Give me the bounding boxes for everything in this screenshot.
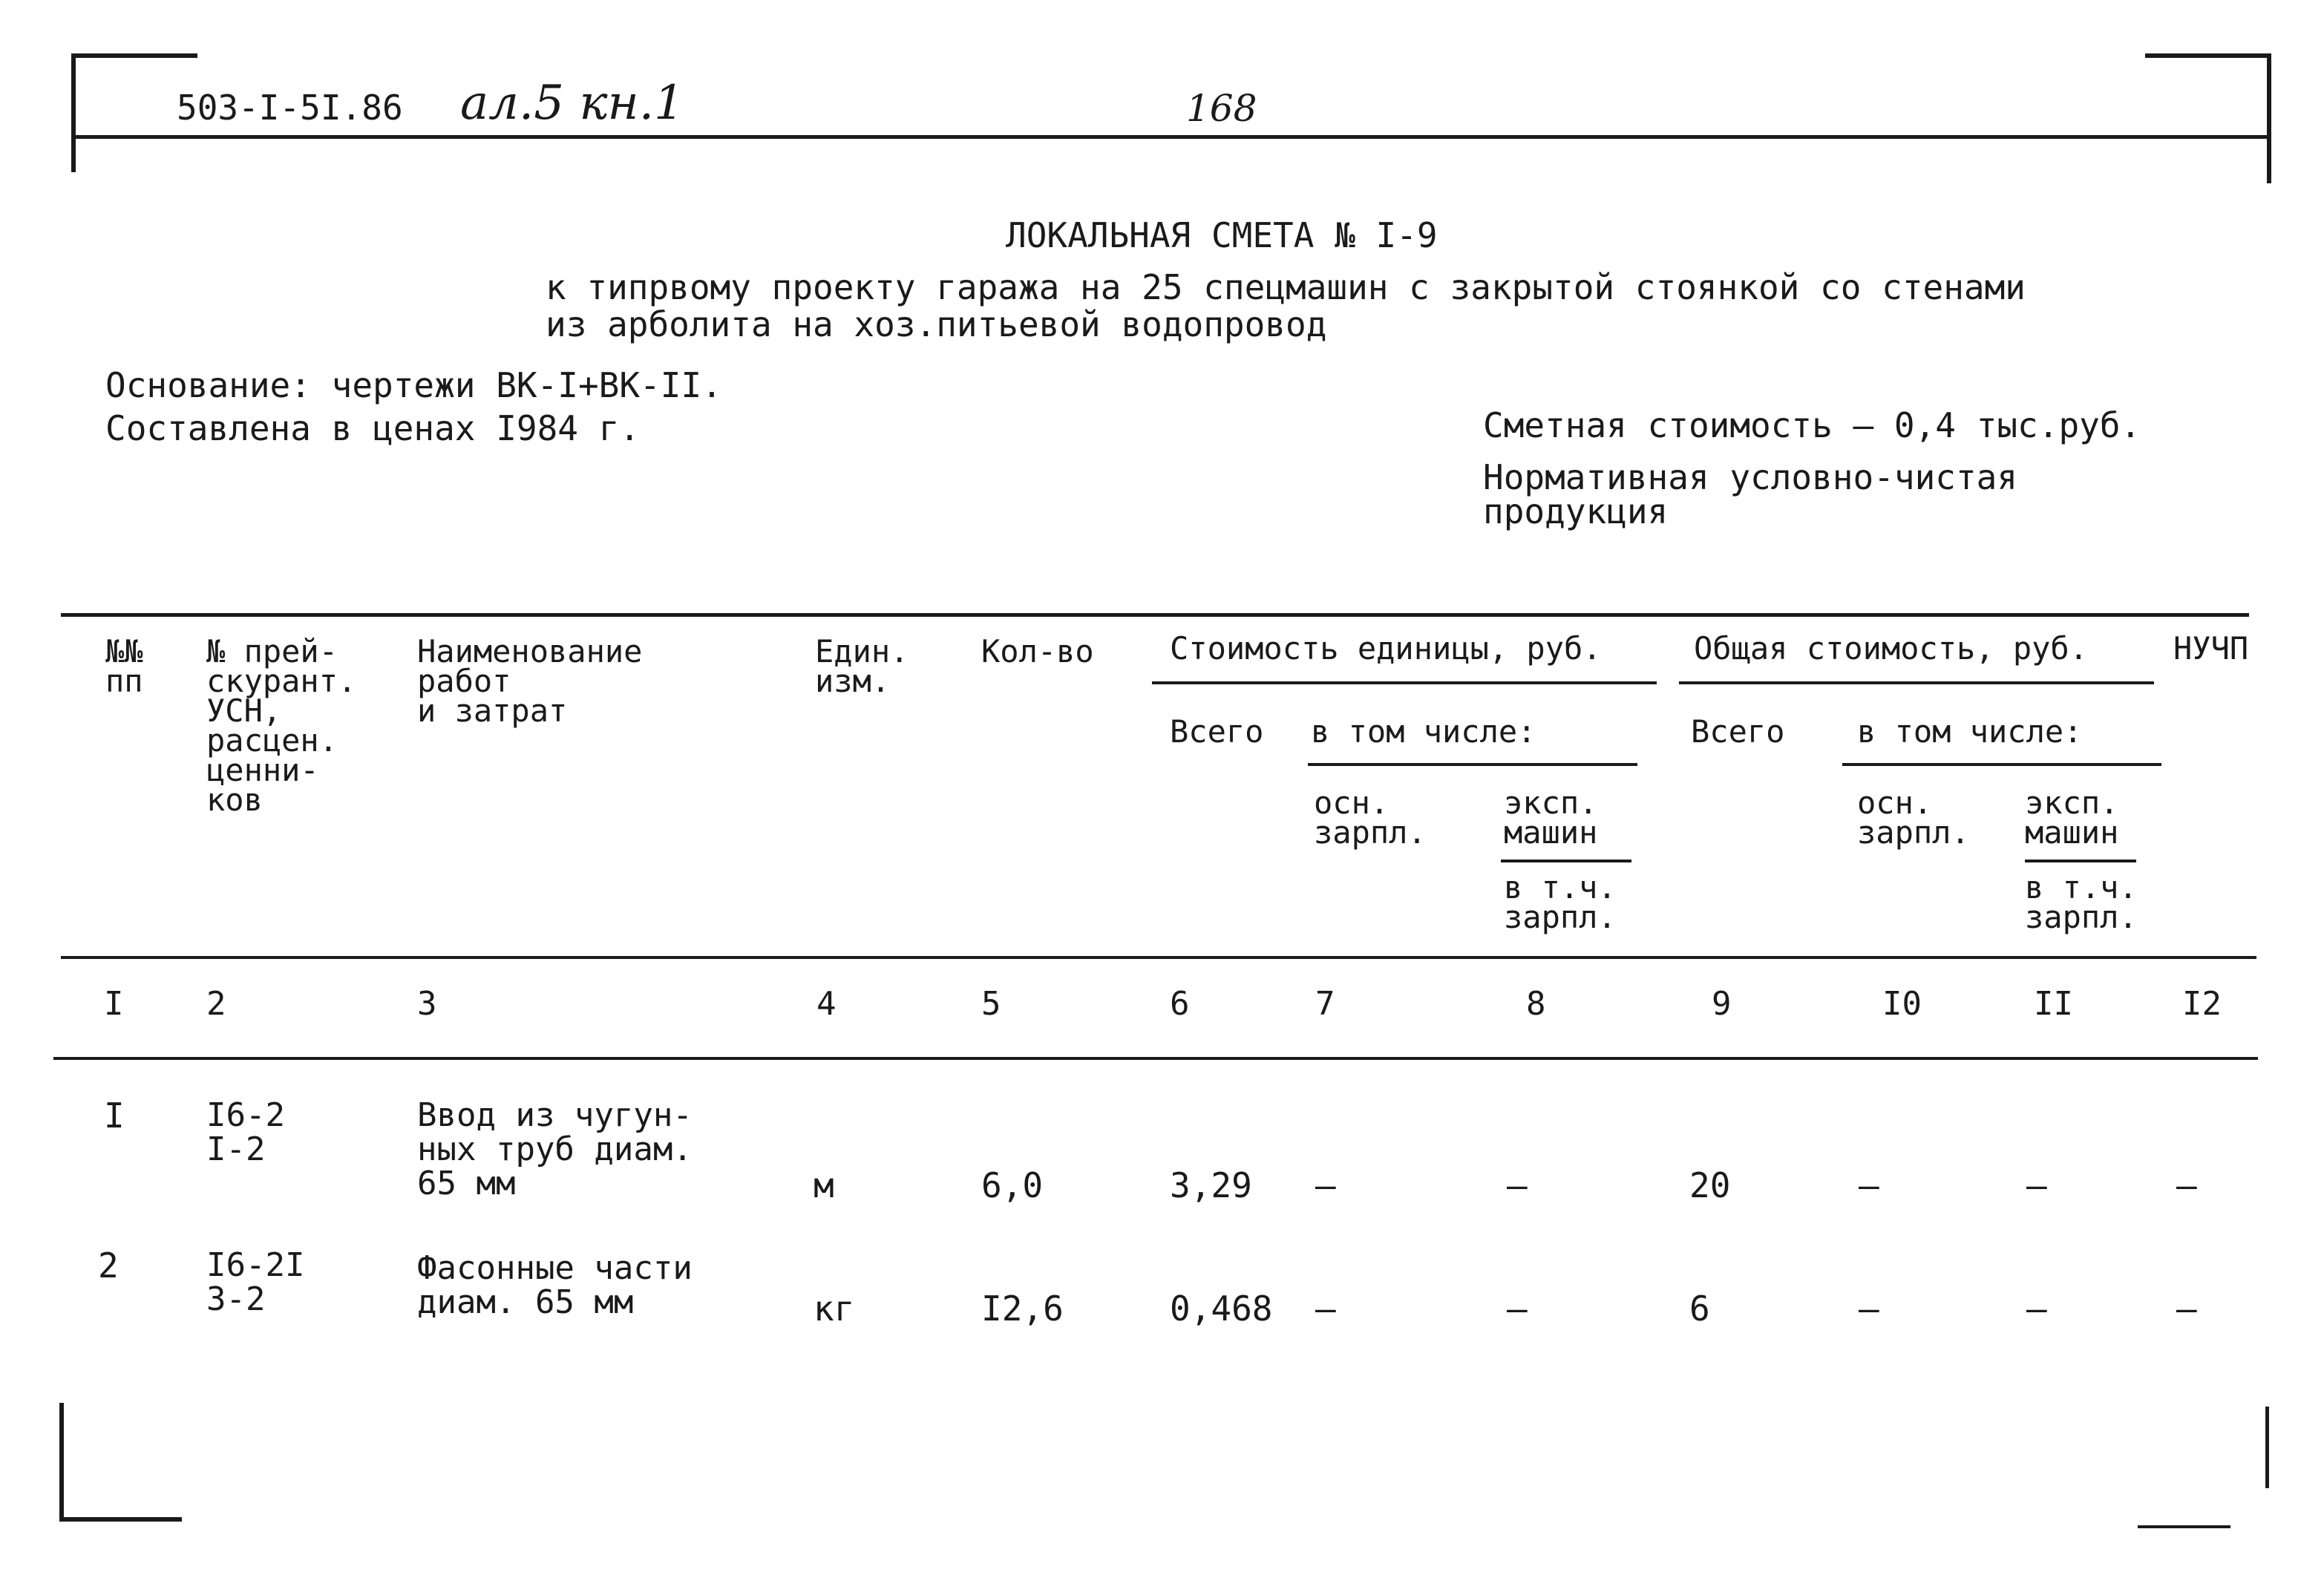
table-row-1-unit-machine: – — [1507, 1165, 1528, 1205]
header-quantity: Кол-во — [981, 633, 1094, 669]
unit-machine-rule — [1501, 860, 1631, 862]
estimated-cost: Сметная стоимость – 0,4 тыс.руб. — [1483, 405, 2141, 445]
frame-left-top-edge — [71, 53, 76, 172]
header-unit: Един. изм. — [815, 633, 909, 699]
column-numbers-rule — [53, 1057, 2258, 1060]
table-row-2-total-machine: – — [2026, 1289, 2047, 1329]
table-row-2-quantity: I2,6 — [981, 1289, 1064, 1329]
header-price-list: № прей- скурант. УСН, расцен. ценни- ков — [206, 633, 357, 818]
table-row-1-total-wage: – — [1859, 1165, 1879, 1205]
table-row-2-unit-total: 0,468 — [1170, 1289, 1273, 1329]
frame-right-top-edge — [2267, 53, 2271, 183]
frame-bottom-right-stub — [2138, 1525, 2230, 1528]
frame-top-left-stub — [71, 53, 197, 58]
table-row-1-total-machine: – — [2026, 1165, 2047, 1205]
header-unit-including: в том числе: — [1311, 713, 1536, 750]
title-subtitle-line1: к типрвому проекту гаража на 25 спецмашин с закрытой стоянкой со стенами — [546, 267, 2026, 307]
frame-right-bottom-edge — [2265, 1407, 2269, 1488]
title-subtitle-line2: из арболита на хоз.питьевой водопровод — [546, 304, 1327, 344]
column-number-6: 6 — [1170, 985, 1190, 1023]
frame-top-right-stub — [2145, 53, 2271, 58]
header-total-total: Всего — [1691, 713, 1785, 750]
table-row-2-code: I6-2I 3-2 — [206, 1246, 305, 1318]
header-total-cost: Общая стоимость, руб. — [1694, 630, 2089, 667]
header-bottom-rule — [61, 956, 2256, 959]
basis-drawings: Основание: чертежи ВК-I+ВК-II. — [105, 365, 722, 405]
unit-incl-rule — [1308, 763, 1637, 766]
unit-cost-rule — [1152, 681, 1657, 684]
frame-left-bottom-edge — [59, 1403, 64, 1522]
header-underline — [71, 135, 2268, 139]
page-number: 168 — [1186, 87, 1257, 130]
column-number-9: 9 — [1712, 985, 1732, 1023]
table-row-1-nuchp: – — [2176, 1165, 2197, 1205]
header-total-including: в том числе: — [1857, 713, 2083, 750]
header-unit-cost: Стоимость единицы, руб. — [1170, 630, 1602, 667]
basis-prices: Составлена в ценах I984 г. — [105, 408, 641, 448]
table-row-2-unit: кг — [814, 1289, 855, 1329]
table-row-1-unit: м — [814, 1165, 834, 1205]
table-row-1-code: I6-2 I-2 — [206, 1096, 285, 1168]
column-number-5: 5 — [981, 985, 1001, 1023]
column-number-10: I0 — [1882, 985, 1922, 1023]
album-note: ал.5 кн.1 — [460, 76, 684, 131]
header-total-machines: эксп. машин — [2025, 785, 2119, 851]
table-row-2-name: Фасонные части диам. 65 мм — [417, 1249, 693, 1321]
column-number-8: 8 — [1526, 985, 1546, 1023]
normative-product-line1: Нормативная условно-чистая — [1483, 457, 2018, 497]
table-row-1-quantity: 6,0 — [981, 1165, 1044, 1205]
header-total-machine-wage: в т.ч. зарпл. — [2025, 869, 2138, 935]
normative-product-line2: продукция — [1483, 491, 1669, 531]
column-number-2: 2 — [206, 985, 226, 1023]
total-cost-rule — [1679, 681, 2154, 684]
header-nuchp: НУЧП — [2173, 630, 2249, 667]
table-row-1-unit-total: 3,29 — [1170, 1165, 1252, 1205]
column-number-1: I — [104, 985, 124, 1023]
table-row-1-name: Ввод из чугун- ных труб диам. 65 мм — [417, 1096, 693, 1202]
header-unit-machines: эксп. машин — [1504, 785, 1598, 851]
header-unit-total: Всего — [1170, 713, 1264, 750]
table-row-2-nuchp: – — [2176, 1289, 2197, 1329]
column-number-4: 4 — [816, 985, 837, 1023]
header-work-name: Наименование работ и затрат — [417, 633, 643, 729]
table-top-rule — [61, 613, 2249, 617]
column-number-11: II — [2034, 985, 2073, 1023]
column-number-7: 7 — [1315, 985, 1335, 1023]
table-row-2-unit-wage: – — [1315, 1289, 1336, 1329]
document-title: ЛОКАЛЬНАЯ СМЕТА № I-9 — [1006, 215, 1438, 255]
table-row-1-number: I — [104, 1096, 125, 1136]
table-row-2-total: 6 — [1689, 1289, 1710, 1329]
total-machine-rule — [2025, 860, 2136, 862]
header-row-number: №№ пп — [105, 633, 143, 699]
header-unit-base-wage: осн. зарпл. — [1314, 785, 1427, 851]
header-unit-machine-wage: в т.ч. зарпл. — [1504, 869, 1617, 935]
total-incl-rule — [1842, 763, 2161, 766]
document-code: 503-I-5I.86 — [177, 88, 403, 128]
column-number-3: 3 — [417, 985, 437, 1023]
table-row-1-total: 20 — [1689, 1165, 1731, 1205]
table-row-2-number: 2 — [98, 1245, 119, 1286]
table-row-2-total-wage: – — [1859, 1289, 1879, 1329]
header-total-base-wage: осн. зарпл. — [1857, 785, 1970, 851]
frame-bottom-left-stub — [59, 1517, 182, 1522]
table-row-2-unit-machine: – — [1507, 1289, 1528, 1329]
table-row-1-unit-wage: – — [1315, 1165, 1336, 1205]
column-number-12: I2 — [2182, 985, 2222, 1023]
